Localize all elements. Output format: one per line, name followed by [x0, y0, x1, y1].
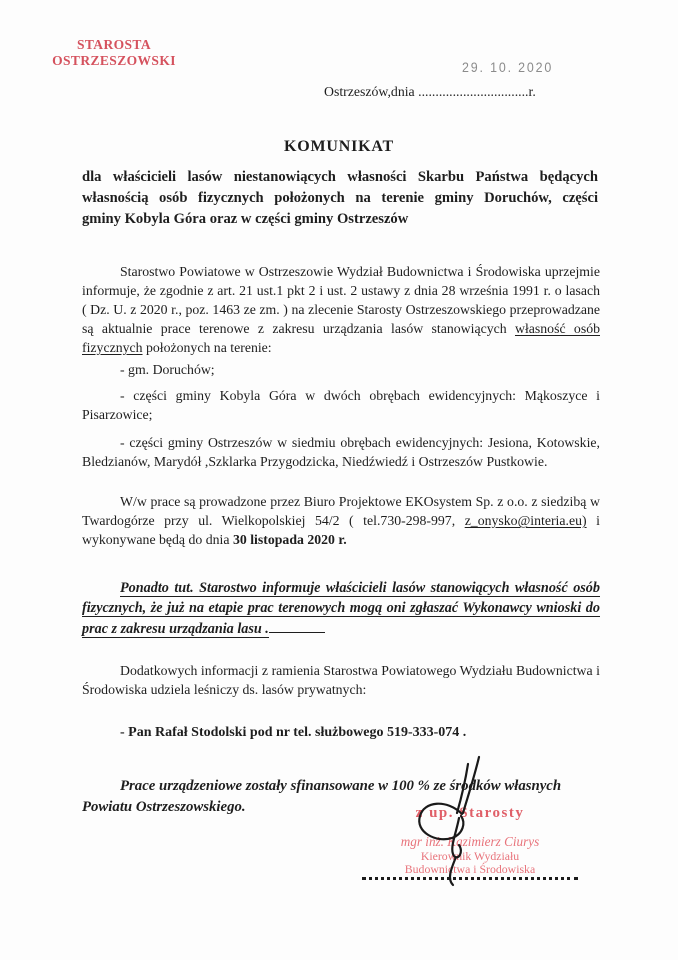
signature-name: mgr inż. Kazimierz Ciurys — [400, 834, 540, 849]
signature-authorization: z up. Starosty — [415, 805, 525, 821]
office-stamp-line2: OSTRZESZOWSKI — [52, 53, 176, 68]
notice-underline-tail — [269, 618, 325, 633]
bullet-item-ostrzeszow: - części gminy Ostrzeszów w siedmiu obrębach ewidencyjnych: Jesiona, Kotowskie, Bledzianów, Marydół ,Szklarka Przygodzicka, Niedźwiedź i Ostrzeszów Pustkowie. — [82, 435, 600, 469]
document-title: KOMUNIKAT — [283, 138, 394, 155]
document-subtitle — [82, 167, 598, 230]
deadline-text: 30 listopada 2020 r. — [232, 532, 347, 547]
subtitle-line: gminy Kobyla Góra oraz w części gminy Ostrzeszów — [82, 211, 409, 227]
subtitle-line: własnością osób fizycznych położonych na terenie gminy Doruchów, części — [82, 190, 598, 206]
contractor-text: W/w prace są prowadzone przez Biuro Projektowe EKOsystem Sp. z o.o. z siedzibą w Twardogórze przy ul. Wielkopolskiej 54/2 ( tel.730-298-997, — [82, 494, 600, 528]
signature-dotted-line — [362, 872, 578, 880]
financing-line: Powiatu Ostrzeszowskiego. — [82, 799, 246, 815]
notice-paragraph — [82, 578, 600, 639]
bullet-item-doruchow: - gm. Doruchów; — [120, 362, 215, 377]
office-header-stamp — [50, 37, 178, 69]
signature-role-line2: Budownictwa i Środowiska — [404, 862, 536, 876]
intro-text: Starostwo Powiatowe w Ostrzeszowie Wydział Budownictwa i Środowiska uprzejmie informuje, że zgodnie z art. 21 ust.1 pkt 2 i ust. 2 ustawy z dnia 28 września 1991 r. o lasach ( Dz. U. z 2020 r., poz. 1463 ze zm. ) na zlecenie Starosty Ostrzeszowskiego przeprowadzane są aktualnie prace terenowe z zakresu urządzania lasów stanowiących — [82, 264, 600, 336]
email-text: z_onysko@interia.eu) — [464, 513, 587, 528]
date-stamp: 29. 10. 2020 — [462, 60, 554, 75]
financing-line: Prace urządzeniowe zostały sfinansowane w 100 % ze środków własnych — [120, 778, 562, 794]
additional-info-paragraph: Dodatkowych informacji z ramienia Starostwa Powiatowego Wydziału Budownictwa i Środowiska udziela leśniczy ds. lasów prywatnych: — [82, 663, 600, 697]
place-date-line: Ostrzeszów,dnia ................................r. — [324, 84, 536, 99]
intro-paragraph — [82, 262, 600, 357]
notice-line: prac z zakresu urządzania lasu . — [82, 621, 269, 638]
bullet-item-kobyla-gora: - części gminy Kobyla Góra w dwóch obrębach ewidencyjnych: Mąkoszyce i Pisarzowice; — [82, 388, 600, 422]
contractor-text-mid: i wykonywane będą do dnia — [82, 513, 600, 547]
notice-line: Ponadto tut. Starostwo informuje właścicieli lasów stanowiących własność osób — [120, 580, 600, 596]
notice-line: fizycznych, że już na etapie prac terenowych mogą oni zgłaszać Wykonawcy wnioski do — [82, 600, 600, 616]
contact-line: - Pan Rafał Stodolski pod nr tel. służbowego 519-333-074 . — [120, 725, 467, 740]
contractor-paragraph — [82, 492, 600, 549]
intro-text-after: położonych na terenie: — [142, 340, 272, 355]
subtitle-line: dla właścicieli lasów niestanowiących własności Skarbu Państwa będących — [82, 169, 598, 185]
office-stamp-line1: STAROSTA — [77, 37, 151, 52]
signature-role-line1: Kierownik Wydziału — [420, 849, 520, 863]
underlined-phrase: własność osób fizycznych — [82, 321, 600, 355]
